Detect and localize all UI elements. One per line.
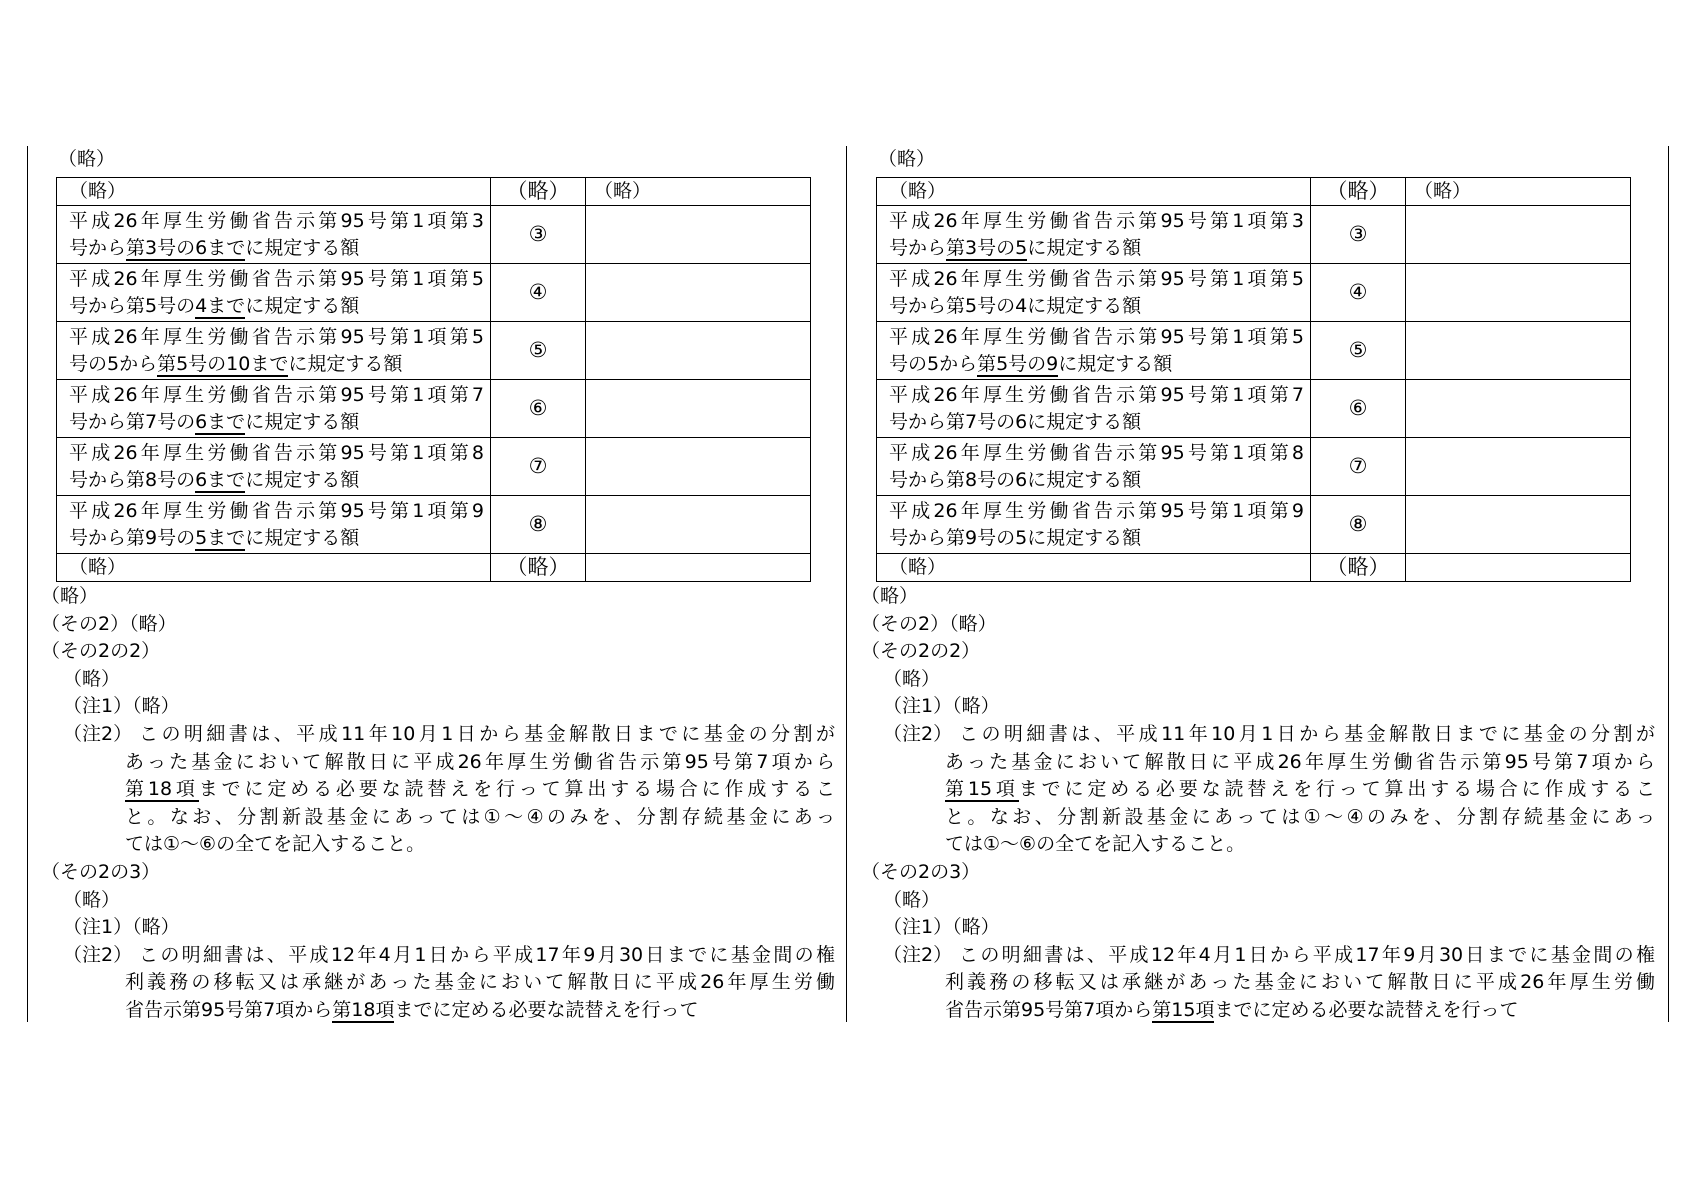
note-line [945, 997, 1655, 1025]
description-line-1: 平成26年厚生労働省告示第95号第1項第5 [889, 267, 1304, 290]
item-number: ⑦ [491, 438, 586, 496]
text: 号から第7号の [69, 410, 196, 433]
text: 号から [889, 236, 947, 259]
table-header-row [57, 178, 811, 206]
amended-text-underline: 第18項 [125, 778, 199, 801]
description-cell [877, 438, 1311, 496]
sono2-heading: （その2）（略） [41, 612, 177, 635]
header-cell: （略） [877, 178, 1311, 206]
text: 号から第8号の6に規定する額 [889, 468, 1142, 491]
note-line: ては①～⑥の全てを記入すること。 [945, 833, 1246, 856]
description-cell [877, 264, 1311, 322]
amounts-table [56, 177, 811, 582]
value-cell [586, 438, 811, 496]
description-cell [57, 322, 491, 380]
text: に規定する額 [1027, 236, 1142, 259]
description-line-1: 平成26年厚生労働省告示第95号第1項第3 [69, 209, 484, 232]
text: 省告示第95号第7項から [945, 998, 1153, 1021]
right-column-new-text [820, 0, 1660, 1181]
amounts-table [876, 177, 1631, 582]
amended-text-underline: 6まで [195, 468, 246, 491]
description-cell [57, 264, 491, 322]
item-number: ⑥ [1311, 380, 1406, 438]
description-line-2 [889, 235, 1304, 262]
sono2no2-note2-body [945, 721, 1655, 859]
table-row [57, 438, 811, 496]
note-line [125, 776, 835, 804]
table-header-row [877, 178, 1631, 206]
amended-text-underline: 第3号の5 [946, 236, 1028, 259]
table-row [57, 322, 811, 380]
sono2-heading: （その2）（略） [861, 612, 997, 635]
text: に規定する額 [245, 526, 360, 549]
amended-text-underline: 第5号の10まで [157, 352, 289, 375]
header-cell: （略） [586, 178, 811, 206]
value-cell [586, 322, 811, 380]
text: 号から第5号の [69, 294, 196, 317]
item-number: ④ [1311, 264, 1406, 322]
description-line-2 [69, 351, 484, 378]
note-line: あった基金において解散日に平成26年厚生労働省告示第95号第7項から [945, 750, 1655, 773]
description-line-2 [69, 467, 484, 494]
table-row [877, 438, 1631, 496]
text: 号から第9号の5に規定する額 [889, 526, 1142, 549]
note-line: 利義務の移転又は承継があった基金において解散日に平成26年厚生労働 [945, 971, 1655, 994]
note-line: と。なお、分割新設基金にあっては①～④のみを、分割存続基金にあっ [945, 805, 1655, 828]
value-cell [1406, 264, 1631, 322]
item-number: ⑥ [491, 380, 586, 438]
text: 号から第8号の [69, 468, 196, 491]
header-cell: （略） [491, 178, 586, 206]
item-number: ⑦ [1311, 438, 1406, 496]
item-number: ③ [491, 206, 586, 264]
sono2no3-ryaku: （略） [883, 888, 941, 911]
value-cell [586, 380, 811, 438]
table-row [57, 496, 811, 554]
sono2no3-ryaku: （略） [63, 888, 121, 911]
amended-text-underline: 第15項 [1152, 998, 1215, 1021]
table-row [877, 206, 1631, 264]
top-label: （略） [878, 148, 936, 170]
text: までに定める必要な読替えを行って [1214, 998, 1519, 1021]
description-line-2 [889, 525, 1304, 552]
note-line: この明細書は、平成12年4月1日から平成17年9月30日までに基金間の権 [959, 943, 1655, 966]
after-table-label: （略） [41, 585, 99, 607]
amended-text-underline: 第5号の9 [977, 352, 1059, 375]
amended-text-underline: 第15項 [945, 778, 1019, 801]
note-line [945, 776, 1655, 804]
note-line: と。なお、分割新設基金にあっては①～④のみを、分割存続基金にあっ [125, 805, 835, 828]
sono2no2-note2-body [125, 721, 835, 859]
sono2no3-heading: （その2の3） [861, 861, 981, 883]
table-footer-row [57, 554, 811, 582]
text: 号から第7号の6に規定する額 [889, 410, 1142, 433]
right-border-line [1668, 146, 1669, 1022]
text: までに定める必要な読替えを行って算出する場合に作成するこ [198, 778, 835, 801]
text: 号から第9号の [69, 526, 196, 549]
value-cell [1406, 322, 1631, 380]
sono2no2-note1: （注1）（略） [63, 695, 180, 718]
description-line-1: 平成26年厚生労働省告示第95号第1項第8 [889, 441, 1304, 464]
table-footer-row [877, 554, 1631, 582]
text: に規定する額 [245, 236, 360, 259]
item-number: ⑤ [491, 322, 586, 380]
description-cell [57, 206, 491, 264]
table-row [877, 322, 1631, 380]
description-line-2 [889, 467, 1304, 494]
note-line: ては①～⑥の全てを記入すること。 [125, 833, 426, 856]
sono2no3-note1: （注1）（略） [883, 916, 1000, 939]
text: 号から第5号の4に規定する額 [889, 294, 1142, 317]
description-line-2 [889, 351, 1304, 378]
note-line: 利義務の移転又は承継があった基金において解散日に平成26年厚生労働 [125, 971, 835, 994]
text: までに定める必要な読替えを行って [394, 998, 699, 1021]
sono2no2-note2-label: （注2） [883, 723, 953, 745]
description-line-1: 平成26年厚生労働省告示第95号第1項第5 [69, 325, 484, 348]
text: に規定する額 [1058, 352, 1173, 375]
value-cell [586, 496, 811, 554]
footer-cell: （略） [491, 554, 586, 582]
description-cell [877, 322, 1311, 380]
description-line-2 [69, 525, 484, 552]
description-cell [57, 438, 491, 496]
sono2no3-note1: （注1）（略） [63, 916, 180, 939]
value-cell [1406, 438, 1631, 496]
description-line-2 [889, 409, 1304, 436]
description-cell [877, 380, 1311, 438]
header-cell: （略） [1311, 178, 1406, 206]
value-cell [1406, 206, 1631, 264]
value-cell [1406, 554, 1631, 582]
sono2no3-heading: （その2の3） [41, 861, 161, 883]
description-line-1: 平成26年厚生労働省告示第95号第1項第5 [69, 267, 484, 290]
header-cell: （略） [57, 178, 491, 206]
description-line-2 [69, 409, 484, 436]
item-number: ⑧ [491, 496, 586, 554]
table-row [57, 380, 811, 438]
value-cell [586, 264, 811, 322]
item-number: ④ [491, 264, 586, 322]
description-cell [877, 496, 1311, 554]
text: に規定する額 [288, 352, 403, 375]
item-number: ⑧ [1311, 496, 1406, 554]
item-number: ⑤ [1311, 322, 1406, 380]
sono2no3-note2-body [125, 942, 835, 1025]
text: に規定する額 [245, 410, 360, 433]
description-line-1: 平成26年厚生労働省告示第95号第1項第7 [889, 383, 1304, 406]
description-cell [57, 496, 491, 554]
note-line: あった基金において解散日に平成26年厚生労働省告示第95号第7項から [125, 750, 835, 773]
value-cell [586, 554, 811, 582]
description-line-2 [889, 293, 1304, 320]
sono2no2-ryaku: （略） [883, 667, 941, 690]
description-cell [57, 380, 491, 438]
description-line-1: 平成26年厚生労働省告示第95号第1項第5 [889, 325, 1304, 348]
text: 号から [69, 236, 127, 259]
value-cell [586, 206, 811, 264]
after-table-label: （略） [861, 585, 919, 607]
description-cell [877, 206, 1311, 264]
text: に規定する額 [245, 294, 360, 317]
text: 号の5から [889, 352, 978, 375]
description-line-2 [69, 293, 484, 320]
text: 省告示第95号第7項から [125, 998, 333, 1021]
description-line-2 [69, 235, 484, 262]
note-line: この明細書は、平成11年10月1日から基金解散日までに基金の分割が [959, 723, 1655, 745]
amended-text-underline: 6まで [195, 410, 246, 433]
top-label: （略） [58, 148, 116, 170]
table-row [877, 264, 1631, 322]
table-row [57, 264, 811, 322]
sono2no3-note2-label: （注2） [883, 943, 953, 966]
table-row [57, 206, 811, 264]
text: 号の5から [69, 352, 158, 375]
footer-cell: （略） [1311, 554, 1406, 582]
note-line: この明細書は、平成12年4月1日から平成17年9月30日までに基金間の権 [139, 943, 835, 966]
amended-text-underline: 第18項 [332, 998, 395, 1021]
sono2no2-ryaku: （略） [63, 667, 121, 690]
description-line-1: 平成26年厚生労働省告示第95号第1項第7 [69, 383, 484, 406]
text: までに定める必要な読替えを行って算出する場合に作成するこ [1018, 778, 1655, 801]
sono2no2-note1: （注1）（略） [883, 695, 1000, 718]
footer-cell: （略） [57, 554, 491, 582]
sono2no2-note2-label: （注2） [63, 723, 133, 745]
amended-text-underline: 4まで [195, 294, 246, 317]
note-line [125, 997, 835, 1025]
value-cell [1406, 496, 1631, 554]
header-cell: （略） [1406, 178, 1631, 206]
table-row [877, 380, 1631, 438]
amended-text-underline: 第3号の6まで [126, 236, 246, 259]
table-row [877, 496, 1631, 554]
sono2no2-heading: （その2の2） [861, 640, 981, 663]
sono2no3-note2-label: （注2） [63, 943, 133, 966]
description-line-1: 平成26年厚生労働省告示第95号第1項第8 [69, 441, 484, 464]
footer-cell: （略） [877, 554, 1311, 582]
text: に規定する額 [245, 468, 360, 491]
value-cell [1406, 380, 1631, 438]
description-line-1: 平成26年厚生労働省告示第95号第1項第9 [889, 499, 1304, 522]
left-column-old-text [0, 0, 840, 1181]
amended-text-underline: 5まで [195, 526, 246, 549]
sono2no3-note2-body [945, 942, 1655, 1025]
item-number: ③ [1311, 206, 1406, 264]
description-line-1: 平成26年厚生労働省告示第95号第1項第9 [69, 499, 484, 522]
note-line: この明細書は、平成11年10月1日から基金解散日までに基金の分割が [139, 723, 835, 745]
description-line-1: 平成26年厚生労働省告示第95号第1項第3 [889, 209, 1304, 232]
sono2no2-heading: （その2の2） [41, 640, 161, 663]
